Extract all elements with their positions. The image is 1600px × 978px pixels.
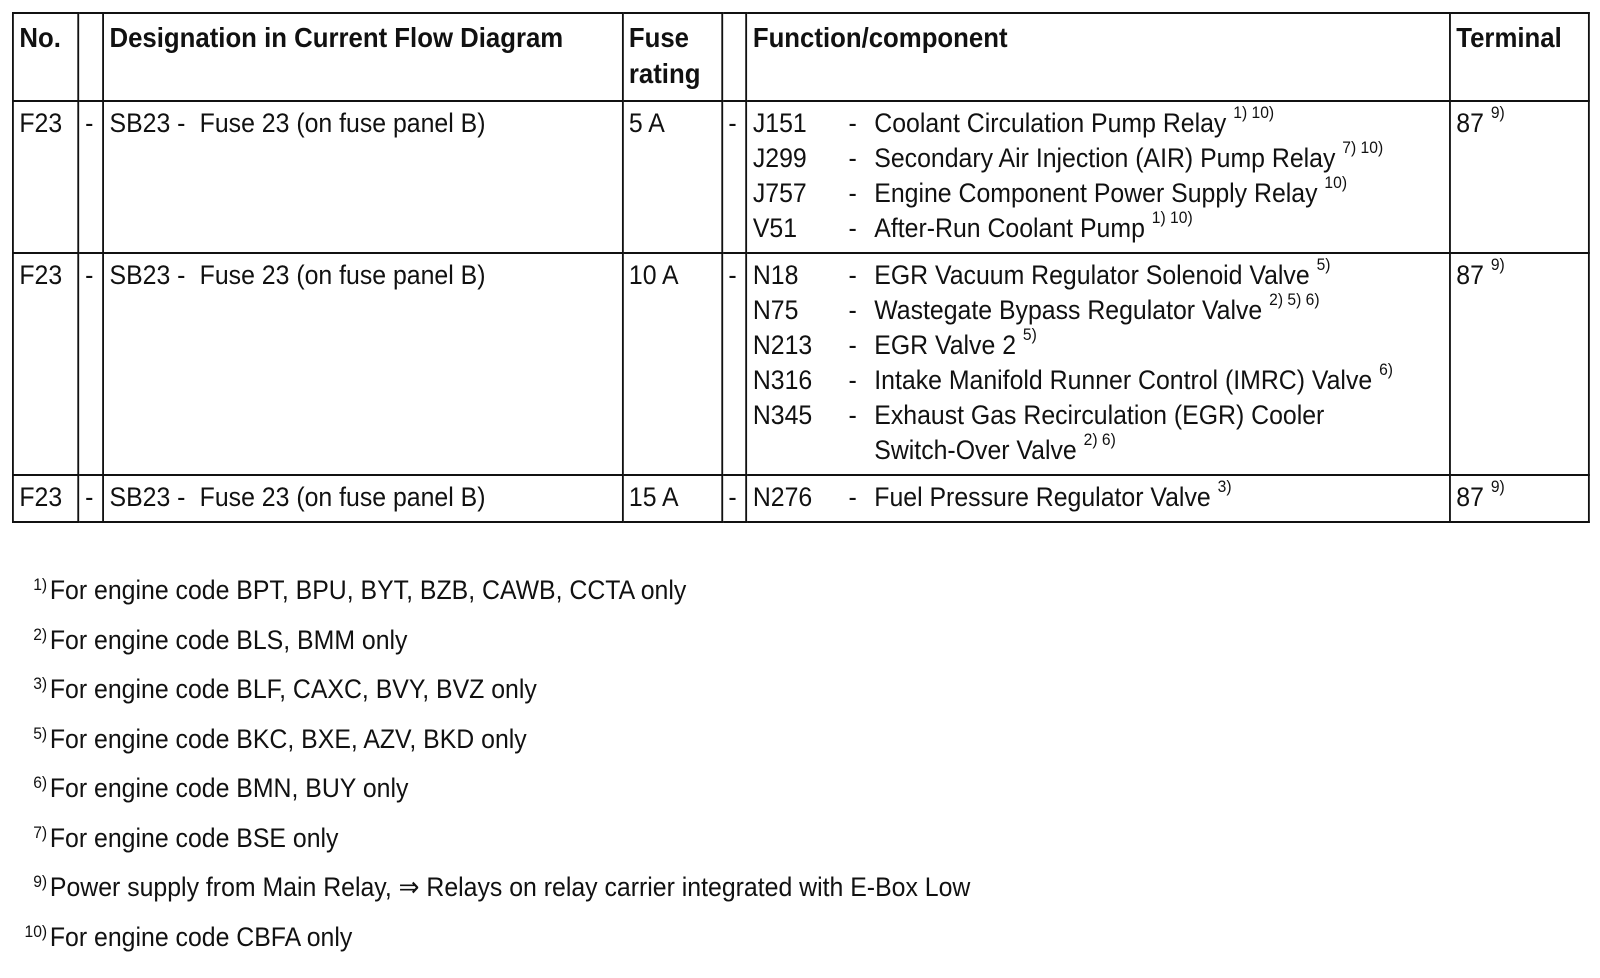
designation-text: Fuse 23 (on fuse panel B) [199,108,486,138]
fuse-rating-cell: 5 A [622,101,722,253]
header-designation: Designation in Current Flow Diagram [103,13,622,101]
component-code: V51 [752,213,798,243]
component-code: N276 [752,482,813,512]
component-separator: - [848,330,857,360]
component-separator: - [848,143,857,173]
table-body [13,101,1589,522]
footnote-reference: 5) [1316,255,1331,274]
function-line [752,255,1444,293]
component-description [874,103,1443,141]
component-name: Secondary Air Injection (AIR) Pump Relay [874,143,1336,173]
designation-cell [103,253,622,475]
component-code: N75 [752,295,799,325]
component-code: N316 [752,365,813,395]
footnote-marker: 7) [33,822,48,842]
component-code: J757 [752,178,807,208]
component-name: Coolant Circulation Pump Relay [874,108,1227,138]
fuse-number-cell: F23 [13,101,79,253]
component-code: J151 [752,108,807,138]
footnote-marker: 10) [24,921,48,941]
designation [110,258,616,293]
footnote-text: For engine code BMN, BUY only [49,773,409,803]
function-line [753,398,1444,433]
component-name: Engine Component Power Supply Relay [874,178,1318,208]
designation-cell [103,475,622,522]
component-description [874,173,1443,211]
terminal-footnote-reference: 9) [1490,103,1505,122]
designation-code: SB23 - [109,260,186,290]
function-line [752,138,1444,176]
component-description [874,290,1443,328]
header-terminal: Terminal [1450,13,1589,101]
component-code [753,433,849,468]
footnote-reference: 2) 5) 6) [1269,290,1320,309]
header-function: Function/component [746,13,1449,101]
component-code: N345 [752,400,813,430]
dash-cell: - [79,253,103,475]
footnote-marker: 2) [33,624,48,644]
component-separator: - [848,213,857,243]
designation [110,106,616,141]
component-name: EGR Vacuum Regulator Solenoid Valve [874,260,1310,290]
component-name: EGR Valve 2 [874,330,1017,360]
designation-text: Fuse 23 (on fuse panel B) [199,482,486,512]
component-separator: - [848,108,857,138]
footnote-item [14,764,970,814]
terminal-footnote-reference: 9) [1490,255,1505,274]
component-description [874,398,1443,433]
component-separator [849,433,875,468]
component-name: Wastegate Bypass Regulator Valve [874,295,1263,325]
component-separator: - [848,400,857,430]
terminal-footnote-reference: 9) [1490,477,1505,496]
footnote-text: For engine code BLS, BMM only [49,624,408,655]
fuse-rating-cell: 15 A [622,475,722,522]
footnote-item [14,665,970,715]
fuse-assignment-table [12,12,1590,523]
footnote-marker: 6) [33,773,48,792]
function-line [752,325,1444,363]
footnote-marker: 3) [33,674,48,693]
terminal-value: 87 [1456,482,1484,512]
component-separator: - [848,260,857,290]
component-description [874,325,1443,363]
dash-cell: - [722,475,746,522]
function-cell [746,253,1449,475]
dash-cell: - [79,475,103,522]
function-line [752,477,1444,515]
function-line [752,173,1444,211]
header-fuse-line1: Fuse [628,22,690,53]
component-description [874,255,1443,293]
footnote-reference: 1) 10) [1151,208,1193,227]
component-separator: - [848,178,857,208]
terminal-cell [1450,101,1589,253]
footnote-text: For engine code BKC, BXE, AZV, BKD only [49,723,527,754]
footnote-item [14,715,970,765]
component-description [874,477,1443,515]
component-description [874,208,1443,246]
footnote-item [14,566,970,616]
component-name: Intake Manifold Runner Control (IMRC) Valve [874,365,1373,395]
footnote-text: Power supply from Main Relay, ⇒ Relays on relay carrier integrated with E-Box Low [49,872,971,902]
header-no: No. [13,13,79,101]
footnote-item [14,616,970,666]
footnote-item [14,913,970,963]
function-cell [746,101,1449,253]
dash-cell: - [79,101,103,253]
footnote-marker: 5) [33,723,48,743]
designation [110,480,616,515]
footnote-reference: 3) [1217,477,1232,496]
fuse-number-cell: F23 [13,253,79,475]
footnote-text: For engine code BLF, CAXC, BVY, BVZ only [49,674,537,704]
footnote-text: For engine code CBFA only [49,921,353,952]
component-code: N213 [752,330,813,360]
table-row [13,101,1589,253]
header-fuse-line2: rating [628,58,701,89]
designation-code: SB23 - [109,108,186,138]
header-fuse-rating [622,13,722,101]
table-header [13,13,1589,101]
component-description [874,360,1443,398]
footnote-reference: 10) [1324,173,1348,192]
footnote-reference: 1) 10) [1233,103,1275,122]
footnote-item [14,814,970,864]
table-header-row [13,13,1589,101]
function-line [752,103,1444,141]
footnote-reference: 7) 10) [1342,138,1384,157]
terminal-value: 87 [1456,260,1484,290]
component-name: Fuel Pressure Regulator Valve [874,482,1211,512]
fuse-rating-cell: 10 A [622,253,722,475]
footnotes-list [14,566,970,962]
function-line [752,290,1444,328]
component-name: Exhaust Gas Recirculation (EGR) Cooler [874,400,1325,430]
dash-cell: - [722,253,746,475]
footnote-reference: 5) [1022,325,1037,344]
component-name: Switch-Over Valve [874,435,1077,465]
footnote-item [14,863,970,913]
component-separator: - [848,365,857,395]
designation-text: Fuse 23 (on fuse panel B) [199,260,486,290]
function-line [752,208,1444,246]
fuse-number-cell: F23 [13,475,79,522]
dash-cell: - [722,101,746,253]
table-row [13,253,1589,475]
footnote-reference: 2) 6) [1083,430,1116,449]
component-code: N18 [752,260,799,290]
footnote-reference: 6) [1379,360,1394,379]
footnote-marker: 9) [33,872,48,891]
function-line [752,360,1444,398]
footnote-text: For engine code BPT, BPU, BYT, BZB, CAWB, CCTA only [49,575,687,605]
terminal-cell [1450,253,1589,475]
table-row [13,475,1589,522]
terminal-cell [1450,475,1589,522]
component-code: J299 [752,143,807,173]
component-name: After-Run Coolant Pump [874,213,1145,243]
designation-cell [103,101,622,253]
component-description [874,430,1443,468]
component-separator: - [848,482,857,512]
footnote-text: For engine code BSE only [49,822,339,853]
component-separator: - [848,295,857,325]
designation-code: SB23 - [109,482,186,512]
header-spacer-1 [79,13,103,101]
footnote-marker: 1) [33,575,48,594]
function-line [753,430,1444,468]
component-description [874,138,1443,176]
header-spacer-2 [722,13,746,101]
function-cell [746,475,1449,522]
terminal-value: 87 [1456,108,1484,138]
